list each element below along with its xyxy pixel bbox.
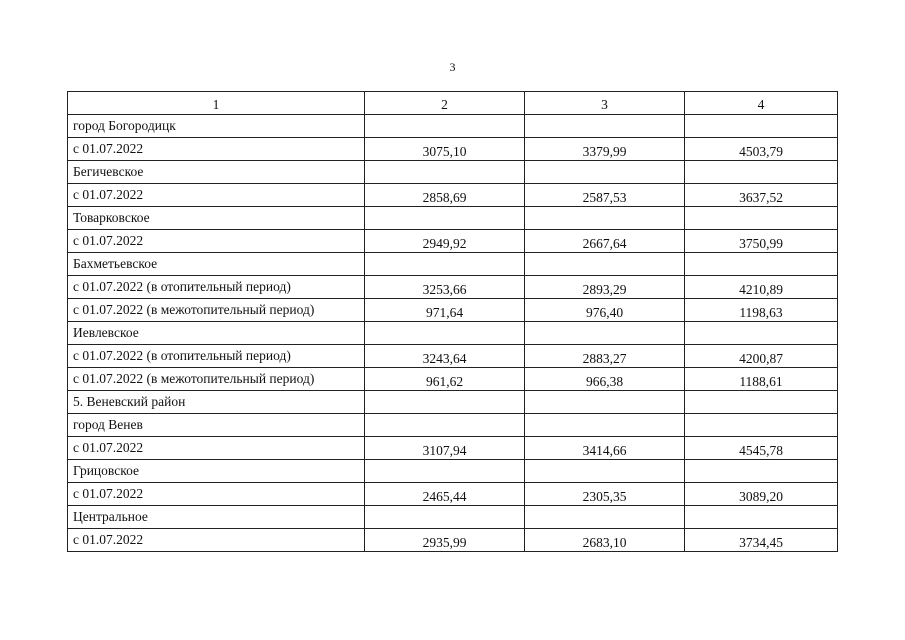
value-cell [685,161,838,184]
tariff-table-body [68,92,838,552]
table-row [68,161,838,184]
value-cell [685,253,838,276]
row-label-cell: с 01.07.2022 [68,184,365,207]
value-cell [525,460,685,483]
value-cell: 2935,99 [365,529,525,552]
table-row [68,368,838,391]
row-label-cell: с 01.07.2022 (в отопительный период) [68,276,365,299]
row-label-cell: Грицовское [68,460,365,483]
column-header: 3 [525,92,685,115]
value-cell [365,414,525,437]
row-label-cell: город Богородицк [68,115,365,138]
value-cell [365,207,525,230]
value-cell: 2949,92 [365,230,525,253]
table-row [68,345,838,368]
table-row [68,506,838,529]
value-cell: 4545,78 [685,437,838,460]
row-label-cell: Бегичевское [68,161,365,184]
value-cell [685,506,838,529]
row-label-cell: с 01.07.2022 [68,483,365,506]
row-label-cell: 5. Веневский район [68,391,365,414]
row-label-cell: с 01.07.2022 [68,437,365,460]
table-row [68,230,838,253]
row-label-cell: Иевлевское [68,322,365,345]
value-cell: 2667,64 [525,230,685,253]
tariff-table [67,91,838,552]
row-label-cell: город Венев [68,414,365,437]
table-row [68,483,838,506]
value-cell [525,506,685,529]
value-cell: 2465,44 [365,483,525,506]
table-row [68,115,838,138]
value-cell: 3414,66 [525,437,685,460]
value-cell [525,161,685,184]
table-row [68,184,838,207]
value-cell: 961,62 [365,368,525,391]
table-row [68,437,838,460]
value-cell: 4200,87 [685,345,838,368]
value-cell: 2305,35 [525,483,685,506]
row-label-cell: с 01.07.2022 [68,230,365,253]
value-cell: 3107,94 [365,437,525,460]
value-cell [525,115,685,138]
value-cell: 966,38 [525,368,685,391]
column-header: 2 [365,92,525,115]
table-row [68,138,838,161]
value-cell: 976,40 [525,299,685,322]
value-cell [685,207,838,230]
value-cell: 2893,29 [525,276,685,299]
table-row [68,253,838,276]
value-cell [525,207,685,230]
value-cell [685,414,838,437]
value-cell [685,391,838,414]
value-cell: 3253,66 [365,276,525,299]
value-cell: 971,64 [365,299,525,322]
column-header: 1 [68,92,365,115]
value-cell: 3089,20 [685,483,838,506]
table-row [68,529,838,552]
table-row [68,460,838,483]
value-cell [365,460,525,483]
column-header: 4 [685,92,838,115]
value-cell [365,161,525,184]
table-header-row [68,92,838,115]
value-cell: 3243,64 [365,345,525,368]
table-row [68,299,838,322]
table-row [68,322,838,345]
value-cell: 3379,99 [525,138,685,161]
row-label-cell: с 01.07.2022 (в отопительный период) [68,345,365,368]
value-cell [525,391,685,414]
row-label-cell: с 01.07.2022 (в межотопительный период) [68,299,365,322]
value-cell [685,460,838,483]
value-cell: 3075,10 [365,138,525,161]
value-cell [525,253,685,276]
page-number: 3 [449,60,456,74]
row-label-cell: с 01.07.2022 [68,138,365,161]
value-cell: 1188,61 [685,368,838,391]
value-cell [365,322,525,345]
value-cell [525,414,685,437]
row-label-cell: Товарковское [68,207,365,230]
value-cell [365,253,525,276]
table-row [68,414,838,437]
value-cell: 4503,79 [685,138,838,161]
value-cell: 1198,63 [685,299,838,322]
table-row [68,276,838,299]
row-label-cell: с 01.07.2022 [68,529,365,552]
value-cell: 2683,10 [525,529,685,552]
row-label-cell: Центральное [68,506,365,529]
value-cell: 2858,69 [365,184,525,207]
value-cell: 3637,52 [685,184,838,207]
table-row [68,391,838,414]
table-row [68,207,838,230]
row-label-cell: с 01.07.2022 (в межотопительный период) [68,368,365,391]
value-cell: 2883,27 [525,345,685,368]
value-cell [685,322,838,345]
value-cell: 4210,89 [685,276,838,299]
value-cell: 2587,53 [525,184,685,207]
value-cell: 3750,99 [685,230,838,253]
value-cell [365,391,525,414]
value-cell [365,506,525,529]
row-label-cell: Бахметьевское [68,253,365,276]
value-cell [685,115,838,138]
value-cell [525,322,685,345]
value-cell: 3734,45 [685,529,838,552]
value-cell [365,115,525,138]
